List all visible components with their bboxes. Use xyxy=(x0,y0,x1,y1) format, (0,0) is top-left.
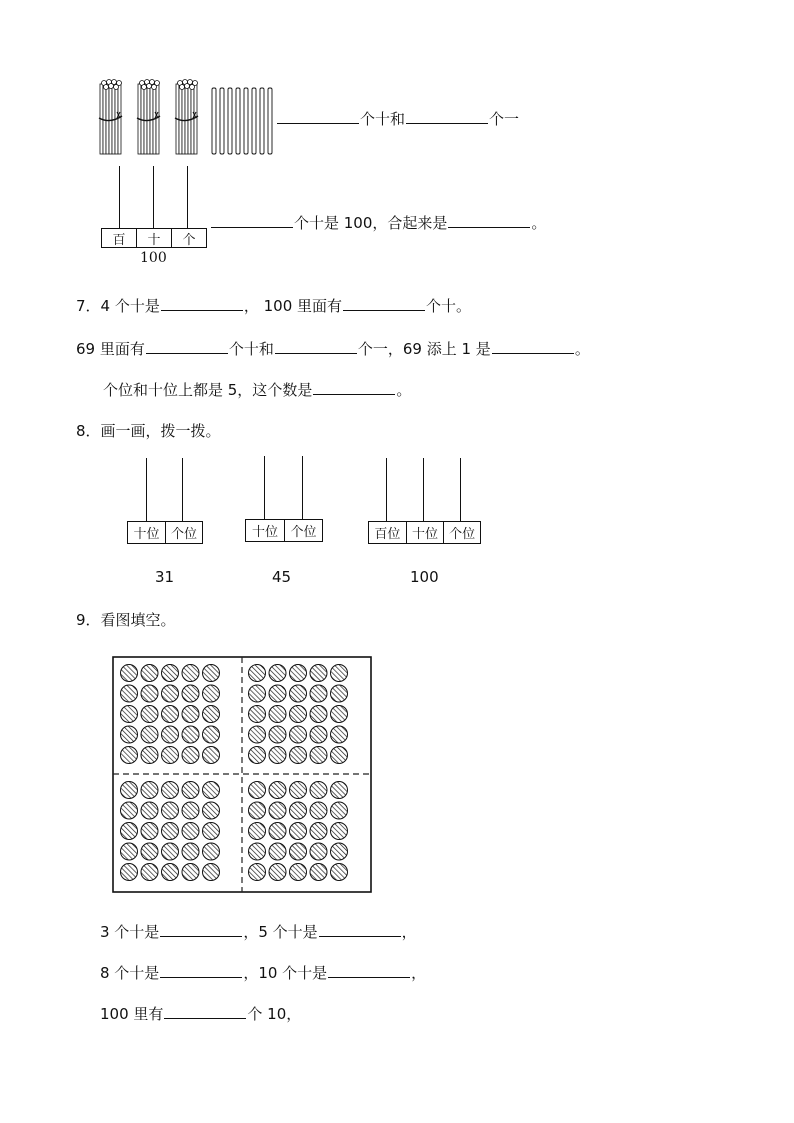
hatched-dot xyxy=(249,802,266,819)
q9-blank-d[interactable] xyxy=(328,962,410,978)
hatched-dot xyxy=(269,864,286,881)
hatched-dot xyxy=(162,726,179,743)
q7-blank-a[interactable] xyxy=(161,295,243,311)
hatched-dot xyxy=(249,747,266,764)
q9-blank-b[interactable] xyxy=(319,921,401,937)
hatched-dot xyxy=(290,843,307,860)
abacus-rod xyxy=(264,456,265,519)
hatched-dot xyxy=(182,843,199,860)
hatched-dot xyxy=(249,782,266,799)
q9-blank-a[interactable] xyxy=(160,921,242,937)
place-label-tens: 十 xyxy=(137,229,172,247)
place-label-tens: 十位 xyxy=(128,522,166,543)
hatched-dot xyxy=(203,823,220,840)
hatched-dot xyxy=(249,706,266,723)
hatched-dot xyxy=(249,726,266,743)
abacus-45-number: 45 xyxy=(272,568,292,586)
q9-blank-c[interactable] xyxy=(160,962,242,978)
hatched-dot xyxy=(310,864,327,881)
hatched-dot xyxy=(162,782,179,799)
q7-blank-b[interactable] xyxy=(343,295,425,311)
hatched-dot xyxy=(203,685,220,702)
place-label-hundreds: 百 xyxy=(102,229,137,247)
hatched-dot xyxy=(203,747,220,764)
hatched-dot xyxy=(141,823,158,840)
hatched-dot xyxy=(203,726,220,743)
place-label-ones: 个位 xyxy=(449,527,476,542)
place-label-ones: 个位 xyxy=(170,527,197,542)
hatched-dot xyxy=(290,685,307,702)
hatched-dot xyxy=(331,685,348,702)
hatched-dot xyxy=(203,802,220,819)
hatched-dot xyxy=(310,802,327,819)
hatched-dot xyxy=(141,685,158,702)
hatched-dot xyxy=(269,782,286,799)
place-label-ones: 个位 xyxy=(290,525,317,540)
hatched-dot xyxy=(310,823,327,840)
q7-line2: 69 里面有 个十和 个一，69 添上 1 是 。 xyxy=(76,340,590,358)
hatched-dot xyxy=(203,864,220,881)
place-label-tens: 十位 xyxy=(407,522,445,543)
hatched-dot xyxy=(141,665,158,682)
hatched-dot xyxy=(290,665,307,682)
hatched-dot xyxy=(290,747,307,764)
hatched-dot xyxy=(290,823,307,840)
hatched-dot xyxy=(331,864,348,881)
hatched-dot xyxy=(249,665,266,682)
place-label-ones: 个 xyxy=(182,232,196,248)
hatched-dot xyxy=(162,843,179,860)
hatched-dot xyxy=(310,843,327,860)
hatched-dot xyxy=(269,665,286,682)
hatched-dot xyxy=(121,843,138,860)
q7-blank-f[interactable] xyxy=(313,379,395,395)
hatched-dot xyxy=(269,706,286,723)
q9-blank-e[interactable] xyxy=(164,1003,246,1019)
q8-title: 8．画一画，拨一拨。 xyxy=(76,422,221,440)
q9-title: 9．看图填空。 xyxy=(76,611,176,629)
hatched-dot xyxy=(121,706,138,723)
q6-line2: 个十是 100，合起来是 。 xyxy=(210,212,546,233)
q7-blank-c[interactable] xyxy=(146,338,228,354)
hatched-dot xyxy=(310,726,327,743)
hatched-dot xyxy=(121,747,138,764)
hatched-dot xyxy=(203,843,220,860)
hatched-dot xyxy=(269,843,286,860)
q9-line2: 8 个十是 ，10 个十是 ， xyxy=(100,964,427,982)
abacus-rod xyxy=(423,458,424,521)
hatched-dot xyxy=(310,706,327,723)
hatched-dot xyxy=(331,843,348,860)
hatched-dot xyxy=(162,665,179,682)
q9-line3: 100 里有 个 10， xyxy=(100,1005,302,1023)
abacus-rod xyxy=(187,166,188,228)
hatched-dot xyxy=(290,706,307,723)
hatched-dot xyxy=(141,802,158,819)
hatched-dot xyxy=(249,843,266,860)
abacus-100-number: 100 xyxy=(410,568,439,586)
hatched-dot xyxy=(141,726,158,743)
hatched-dot xyxy=(290,726,307,743)
hatched-dot xyxy=(310,747,327,764)
abacus-rod xyxy=(386,458,387,521)
abacus-31-number: 31 xyxy=(155,568,175,586)
hatched-dot xyxy=(331,802,348,819)
hatched-dot xyxy=(331,726,348,743)
q6-blank-ones[interactable] xyxy=(406,108,488,124)
hatched-dot xyxy=(141,864,158,881)
q6-blank-total[interactable] xyxy=(448,212,530,228)
hatched-dot xyxy=(203,706,220,723)
q7-blank-d[interactable] xyxy=(275,338,357,354)
hatched-dot xyxy=(269,726,286,743)
hatched-dot xyxy=(162,864,179,881)
hatched-dot xyxy=(331,665,348,682)
q6-abacus-number: 100 xyxy=(140,250,167,266)
abacus-rod xyxy=(460,458,461,521)
q6-blank-count[interactable] xyxy=(211,212,293,228)
hatched-dot xyxy=(182,864,199,881)
hatched-dot xyxy=(182,726,199,743)
hatched-dot xyxy=(269,802,286,819)
hatched-dot xyxy=(310,685,327,702)
place-label-hundreds: 百位 xyxy=(369,522,407,543)
hatched-dot xyxy=(290,802,307,819)
hatched-dot xyxy=(269,685,286,702)
hatched-dot xyxy=(141,706,158,723)
hatched-dot xyxy=(182,802,199,819)
hatched-dot xyxy=(162,685,179,702)
q7-blank-e[interactable] xyxy=(492,338,574,354)
q6-blank-tens[interactable] xyxy=(277,108,359,124)
hatched-dot xyxy=(121,823,138,840)
stick-bundles-illustration xyxy=(98,78,278,158)
abacus-45-frame xyxy=(245,519,323,542)
abacus-31-frame xyxy=(127,521,203,544)
hatched-dot xyxy=(182,706,199,723)
hatched-dot xyxy=(141,843,158,860)
hatched-dot xyxy=(331,823,348,840)
hatched-dot xyxy=(182,685,199,702)
q7-line1: 7．4 个十是 ， 100 里面有 个十。 xyxy=(76,297,472,315)
q6-line1: 个十和 个一 xyxy=(276,108,519,129)
place-label-tens: 十位 xyxy=(246,520,285,541)
hatched-dot xyxy=(162,706,179,723)
hatched-dot xyxy=(269,747,286,764)
hatched-dot xyxy=(162,823,179,840)
hatched-dot xyxy=(203,782,220,799)
hatched-dot xyxy=(162,747,179,764)
abacus-rod xyxy=(119,166,120,228)
abacus-rod xyxy=(302,456,303,519)
abacus-100-frame xyxy=(368,521,481,544)
hatched-dot xyxy=(269,823,286,840)
q7-line3: 个位和十位上都是 5，这个数是 。 xyxy=(103,381,412,399)
hatched-dot xyxy=(249,823,266,840)
hatched-dot xyxy=(331,706,348,723)
hatched-dot xyxy=(121,782,138,799)
abacus-rod xyxy=(182,458,183,521)
hatched-dot xyxy=(121,726,138,743)
hatched-dot xyxy=(141,747,158,764)
hatched-dot xyxy=(331,782,348,799)
hatched-dot xyxy=(121,665,138,682)
abacus-rod xyxy=(146,458,147,521)
hatched-dot xyxy=(182,782,199,799)
hatched-dot xyxy=(121,864,138,881)
hatched-dot xyxy=(249,864,266,881)
hatched-dot xyxy=(182,747,199,764)
hatched-dot xyxy=(310,665,327,682)
hatched-dot xyxy=(310,782,327,799)
hatched-dot xyxy=(141,782,158,799)
q9-line1: 3 个十是 ，5 个十是 ， xyxy=(100,923,417,941)
hatched-dot xyxy=(290,864,307,881)
hatched-dot xyxy=(249,685,266,702)
dot-grid-figure xyxy=(112,656,372,893)
hatched-dot xyxy=(182,823,199,840)
hatched-dot xyxy=(331,747,348,764)
hatched-dot xyxy=(182,665,199,682)
hatched-dot xyxy=(121,802,138,819)
hatched-dot xyxy=(203,665,220,682)
q6-place-value-frame xyxy=(101,228,207,248)
hatched-dot xyxy=(121,685,138,702)
abacus-rod xyxy=(153,166,154,228)
hatched-dot xyxy=(162,802,179,819)
hatched-dot xyxy=(290,782,307,799)
